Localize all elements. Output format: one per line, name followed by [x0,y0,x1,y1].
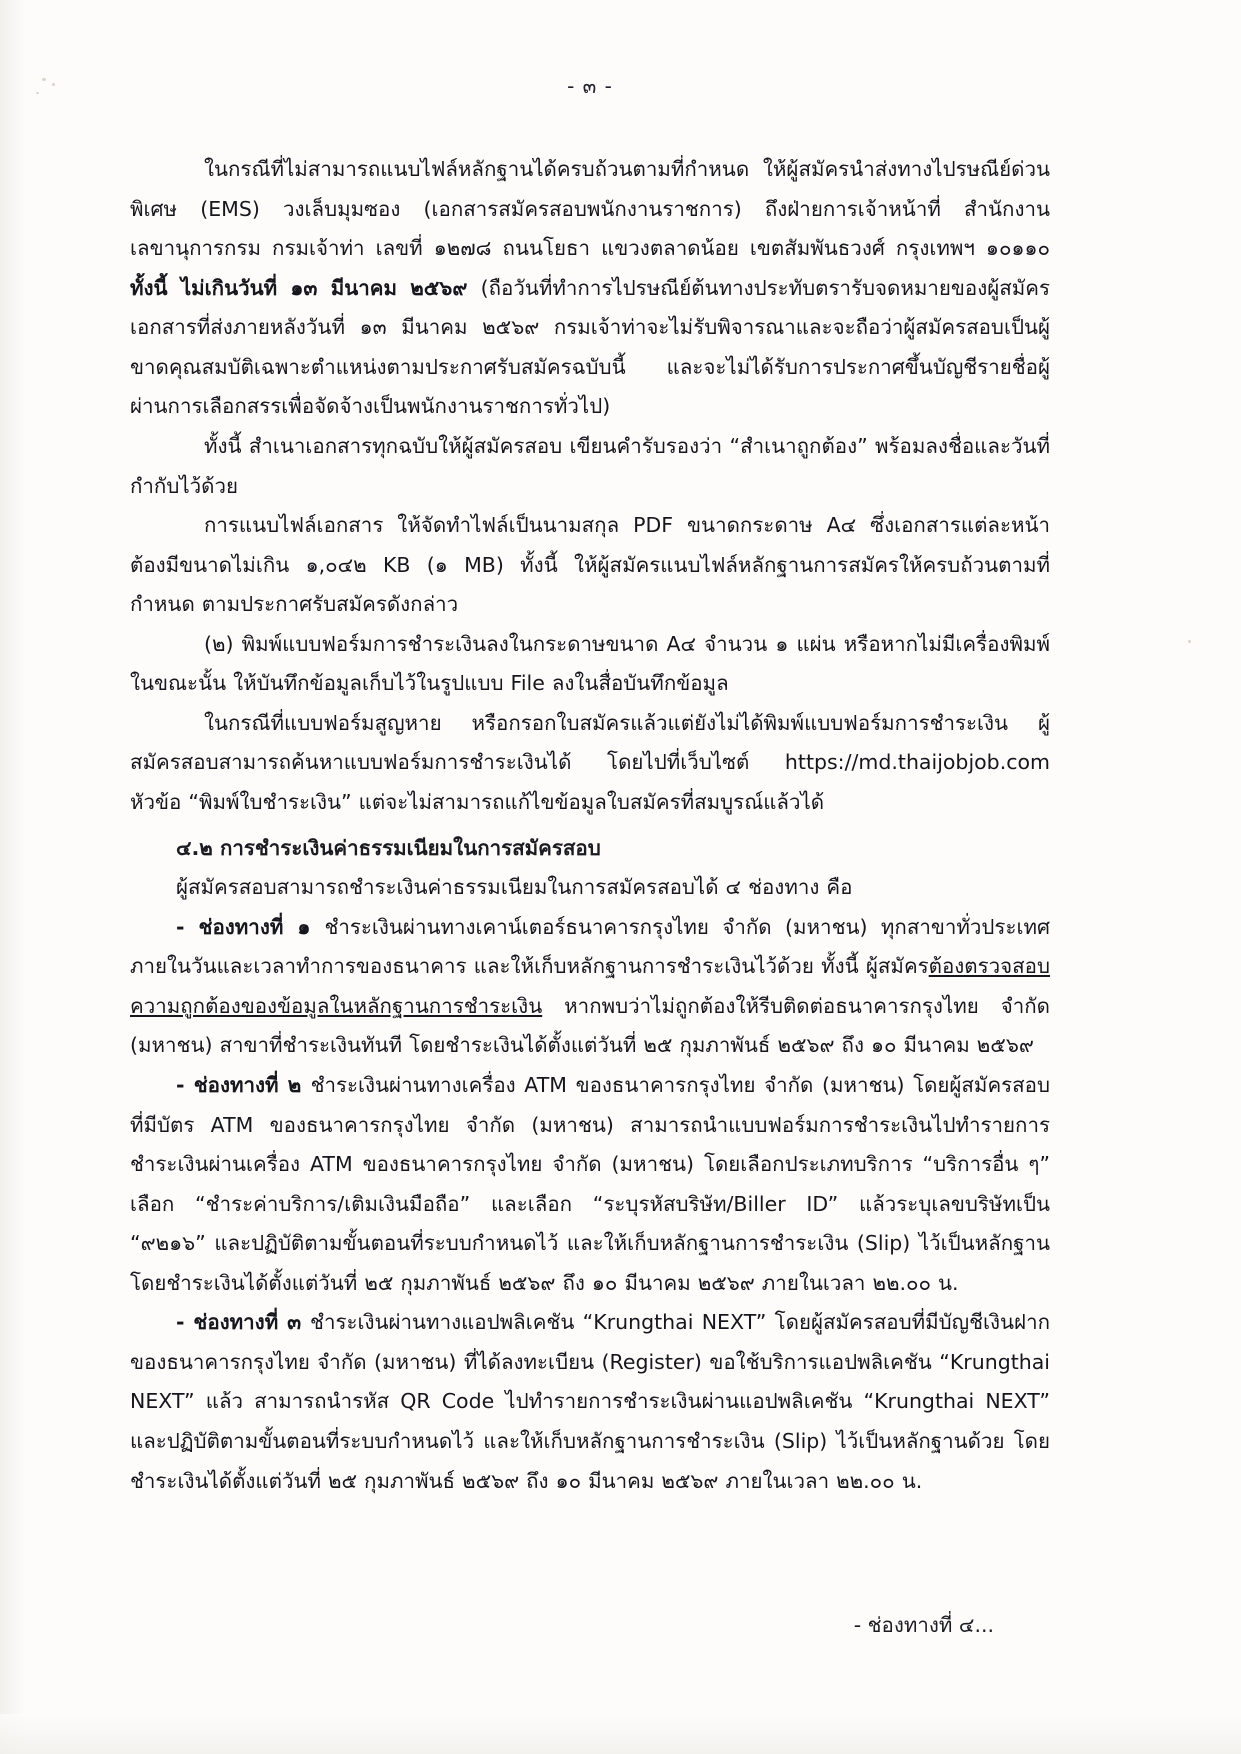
paragraph [130,506,1050,625]
text-run: - ช่องทางที่ ๓ [176,1310,311,1335]
document-body [130,70,1050,1642]
paragraph [130,908,1050,1066]
text-run: ในกรณีที่แบบฟอร์มสูญหาย หรือกรอกใบสมัครแล้วแต่ยังไม่ได้พิมพ์แบบฟอร์มการชำระเงิน ผู้สมัครสอบสามารถค้นหาแบบฟอร์มการชำระเงินได้ โดยไปที่เว็บไซต์ https://md.thaijobjob.com หัวข้อ “พิมพ์ใบชำระเงิน” แต่จะไม่สามารถแก้ไขข้อมูลใบสมัครที่สมบูรณ์แล้วได้ [130,710,1050,814]
text-run: ต้องตรวจสอบความถูกต้องของข้อมูลในหลักฐานการชำระเงิน [130,954,1050,1018]
scan-speck [1188,640,1191,643]
paragraph [130,150,1050,427]
paragraph-container [130,150,1050,823]
section-heading: ๔.๒ การชำระเงินค่าธรรมเนียมในการสมัครสอบ [176,835,601,860]
page-number: - ๓ - [567,74,613,98]
text-run: ชำระเงินผ่านทางเคาน์เตอร์ธนาคารกรุงไทย จำกัด (มหาชน) ทุกสาขาทั่วประเทศ ภายในวันและเวลาทำการของธนาคาร และให้เก็บหลักฐานการชำระเงินไว้ด้วย ทั้งนี้ ผู้สมัคร [130,914,1050,979]
text-run: ชำระเงินผ่านทางเครื่อง ATM ของธนาคารกรุงไทย จำกัด (มหาชน) โดยผู้สมัครสอบที่มีบัตร ATM ของธนาคารกรุงไทย จำกัด (มหาชน) สามารถนำแบบฟอร์มการชำระเงินไปทำรายการชำระเงินผ่านเครื่อง ATM ของธนาคารกรุงไทย จำกัด (มหาชน) โดยเลือกประเภทบริการ “บริการอื่น ๆ” เลือก “ชำระค่าบริการ/เติมเงินมือถือ” และเลือก “ระบุรหัสบริษัท/Biller ID” แล้วระบุเลขบริษัทเป็น “๙๒๑๖” และปฏิบัติตามขั้นตอนที่ระบบกำหนดไว้ และให้เก็บหลักฐานการชำระเงิน (Slip) ไว้เป็นหลักฐาน โดยชำระเงินได้ตั้งแต่วันที่ ๒๕ กุมภาพันธ์ ๒๕๖๙ ถึง ๑๐ มีนาคม ๒๕๖๙ ภายในเวลา ๒๒.๐๐ น. [130,1072,1051,1295]
text-run: ทั้งนี้ สำเนาเอกสารทุกฉบับให้ผู้สมัครสอบ เขียนคำรับรองว่า “สำเนาถูกต้อง” พร้อมลงชื่อและวันที่ กำกับไว้ด้วย [130,433,1050,498]
scan-edge-left [0,0,26,1754]
text-run: (๒) พิมพ์แบบฟอร์มการชำระเงินลงในกระดาษขนาด A๔ จำนวน ๑ แผ่น หรือหากไม่มีเครื่องพิมพ์ในขณะนั้น ให้บันทึกข้อมูลเก็บไว้ในรูปแบบ File ลงในสื่อบันทึกข้อมูล [130,631,1050,696]
text-run: การแนบไฟล์เอกสาร ให้จัดทำไฟล์เป็นนามสกุล PDF ขนาดกระดาษ A๔ ซึ่งเอกสารแต่ละหน้าต้องมีขนาดไม่เกิน ๑,๐๔๒ KB (๑ MB) ทั้งนี้ ให้ผู้สมัครแนบไฟล์หลักฐานการสมัครให้ครบถ้วนตามที่กำหนด ตามประกาศรับสมัครดังกล่าว [130,513,1050,617]
scan-edge-bottom [0,1714,1241,1754]
scan-speck [42,78,46,81]
text-run: ผู้สมัครสอบสามารถชำระเงินค่าธรรมเนียมในการสมัครสอบได้ ๔ ช่องทาง คือ [176,875,853,900]
paragraph [130,704,1050,823]
paragraph [130,625,1050,704]
text-run: - ช่องทางที่ ๑ [176,914,325,939]
scan-speck [52,83,55,86]
footer-continuation-note: - ช่องทางที่ ๔... [853,1613,994,1638]
paragraph [130,1303,1050,1501]
paragraph [130,868,1050,908]
text-run: ทั้งนี้ ไม่เกินวันที่ ๑๓ มีนาคม ๒๕๖๙ [130,275,481,300]
text-run: ในกรณีที่ไม่สามารถแนบไฟล์หลักฐานได้ครบถ้วนตามที่กำหนด ให้ผู้สมัครนำส่งทางไปรษณีย์ด่วนพิเศษ (EMS) วงเล็บมุมซอง (เอกสารสมัครสอบพนักงานราชการ) ถึงฝ่ายการเจ้าหน้าที่ สำนักงานเลขานุการกรม กรมเจ้าท่า เลขที่ ๑๒๗๘ ถนนโยธา แขวงตลาดน้อย เขตสัมพันธวงศ์ กรุงเทพฯ ๑๐๑๑๐ [130,157,1050,261]
text-run: หากพบว่าไม่ถูกต้องให้รีบติดต่อธนาคารกรุงไทย จำกัด (มหาชน) สาขาที่ชำระเงินทันที โดยชำระเงินได้ตั้งแต่วันที่ ๒๕ กุมภาพันธ์ ๒๕๖๙ ถึง ๑๐ มีนาคม ๒๕๖๙ [130,993,1050,1058]
paragraph [130,427,1050,506]
paragraph [130,1066,1050,1303]
paragraph-container-after [130,868,1050,1501]
scan-speck [36,92,39,94]
text-run: - ช่องทางที่ ๒ [176,1072,311,1097]
text-run: (ถือวันที่ทำการไปรษณีย์ต้นทางประทับตรารับจดหมายของผู้สมัคร เอกสารที่ส่งภายหลังวันที่ ๑๓ มีนาคม ๒๕๖๙ กรมเจ้าท่าจะไม่รับพิจารณาและจะถือว่าผู้สมัครสอบเป็นผู้ขาดคุณสมบัติเฉพาะตำแหน่งตามประกาศรับสมัครฉบับนี้ และจะไม่ได้รับการประกาศขึ้นบัญชีรายชื่อผู้ผ่านการเลือกสรรเพื่อจัดจ้างเป็นพนักงานราชการทั่วไป) [130,275,1050,419]
text-run: ชำระเงินผ่านทางแอปพลิเคชัน “Krungthai NEXT” โดยผู้สมัครสอบที่มีบัญชีเงินฝากของธนาคารกรุงไทย จำกัด (มหาชน) ที่ได้ลงทะเบียน (Register) ขอใช้บริการแอปพลิเคชัน “Krungthai NEXT” แล้ว สามารถนำรหัส QR Code ไปทำรายการชำระเงินผ่านแอปพลิเคชัน “Krungthai NEXT” และปฏิบัติตามขั้นตอนที่ระบบกำหนดไว้ และให้เก็บหลักฐานการชำระเงิน (Slip) ไว้เป็นหลักฐานด้วย โดยชำระเงินได้ตั้งแต่วันที่ ๒๕ กุมภาพันธ์ ๒๕๖๙ ถึง ๑๐ มีนาคม ๒๕๖๙ ภายในเวลา ๒๒.๐๐ น. [130,1310,1050,1493]
